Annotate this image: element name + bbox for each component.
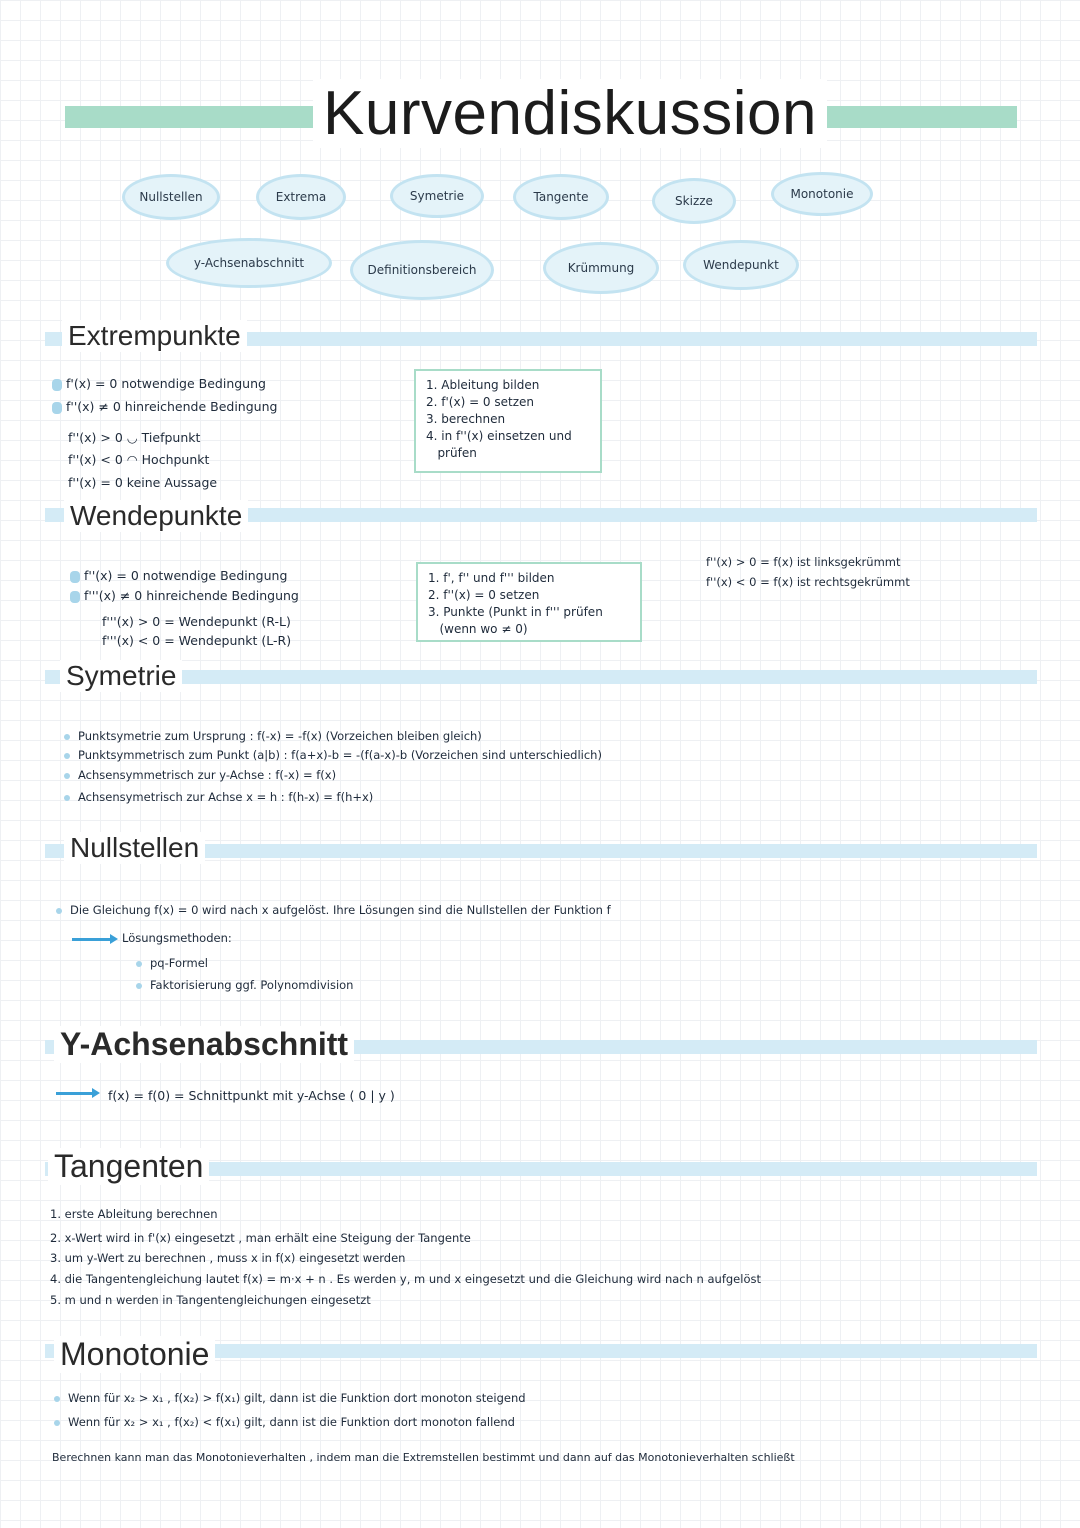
wende-step-3: 3. Punkte (Punkt in f''' prüfen (428, 605, 603, 619)
bullet-icon (64, 773, 70, 779)
nullstellen-method-1: pq-Formel (136, 953, 208, 973)
nullstellen-method-2: Faktorisierung ggf. Polynomdivision (136, 975, 353, 995)
nullstellen-methods-label: Lösungsmethoden: (122, 931, 232, 945)
extrem-line-2: f''(x) ≠ 0 hinreichende Bedingung (52, 397, 277, 417)
marker-2-icon (52, 402, 62, 414)
wende-steps-box (416, 562, 642, 642)
monotonie-line-1: Wenn für x₂ > x₁ , f(x₂) > f(x₁) gilt, dann ist die Funktion dort monoton steigend (54, 1388, 526, 1408)
section-bar-symetrie (45, 670, 1037, 684)
topic-bubble-definitionsbereich: Definitionsbereich (350, 240, 494, 300)
extrem-step-3: 3. berechnen (426, 412, 506, 426)
extrem-line-4: f''(x) < 0 ◠ Hochpunkt (68, 452, 210, 467)
kruemmung-line-1: f''(x) > 0 = f(x) ist linksgekrümmt (706, 555, 901, 569)
wende-line-3: f'''(x) > 0 = Wendepunkt (R-L) (102, 614, 291, 629)
topic-bubble-y-achsenabschnitt: y-Achsenabschnitt (166, 238, 332, 288)
bullet-icon (64, 753, 70, 759)
tangenten-step-1: 1. erste Ableitung berechnen (50, 1207, 218, 1221)
marker-1-icon (52, 379, 62, 391)
symetrie-line-2: Punktsymmetrisch zum Punkt (a|b) : f(a+x)-b = -(f(a-x)-b (Vorzeichen sind unterschiedlich) (64, 745, 602, 765)
wende-line-2: f'''(x) ≠ 0 hinreichende Bedingung (70, 586, 299, 606)
marker-2-icon (70, 591, 80, 603)
topic-bubble-wendepunkt: Wendepunkt (683, 240, 799, 290)
monotonie-footer: Berechnen kann man das Monotonieverhalten , indem man die Extremstellen bestimmt und dann auf das Monotonieverhalten schließt (52, 1451, 795, 1464)
bullet-icon (136, 983, 142, 989)
heading-wendepunkte: Wendepunkte (64, 500, 248, 532)
y-achse-line: f(x) = f(0) = Schnittpunkt mit y-Achse ( 0 | y ) (108, 1088, 395, 1103)
page-title: Kurvendiskussion (0, 78, 1080, 149)
kruemmung-line-2: f''(x) < 0 = f(x) ist rechtsgekrümmt (706, 575, 910, 589)
tangenten-step-2: 2. x-Wert wird in f'(x) eingesetzt , man erhält eine Steigung der Tangente (50, 1231, 471, 1245)
symetrie-line-4: Achsensymetrisch zur Achse x = h : f(h-x) = f(h+x) (64, 787, 373, 807)
extrem-steps-box (414, 369, 602, 473)
extrem-step-1: 1. Ableitung bilden (426, 378, 540, 392)
topic-bubble-nullstellen: Nullstellen (122, 174, 220, 220)
monotonie-line-2: Wenn für x₂ > x₁ , f(x₂) < f(x₁) gilt, dann ist die Funktion dort monoton fallend (54, 1412, 515, 1432)
arrow-right-icon (56, 1092, 94, 1095)
heading-monotonie: Monotonie (54, 1336, 215, 1373)
extrem-line-1: f'(x) = 0 notwendige Bedingung (52, 374, 266, 394)
marker-1-icon (70, 571, 80, 583)
heading-tangenten: Tangenten (48, 1148, 209, 1185)
bullet-icon (54, 1396, 60, 1402)
bullet-icon (64, 795, 70, 801)
topic-bubble-monotonie: Monotonie (771, 172, 873, 216)
nullstellen-line: Die Gleichung f(x) = 0 wird nach x aufgelöst. Ihre Lösungen sind die Nullstellen der Funktion f (56, 900, 611, 920)
heading-y-achsenabschnitt: Y-Achsenabschnitt (54, 1026, 354, 1063)
wende-line-4: f'''(x) < 0 = Wendepunkt (L-R) (102, 633, 292, 648)
tangenten-step-3: 3. um y-Wert zu berechnen , muss x in f(x) eingesetzt werden (50, 1251, 406, 1265)
wende-step-4: (wenn wo ≠ 0) (428, 622, 528, 636)
tangenten-step-4: 4. die Tangentengleichung lautet f(x) = m·x + n . Es werden y, m und x eingesetzt und die Gleichung wird nach n aufgelöst (50, 1272, 761, 1286)
extrem-step-5: prüfen (426, 446, 477, 460)
bullet-icon (136, 961, 142, 967)
wende-line-1: f''(x) = 0 notwendige Bedingung (70, 566, 287, 586)
heading-extrempunkte: Extrempunkte (62, 320, 247, 352)
heading-symetrie: Symetrie (60, 660, 182, 692)
extrem-line-3: f''(x) > 0 ◡ Tiefpunkt (68, 430, 201, 445)
extrem-line-5: f''(x) = 0 keine Aussage (68, 475, 218, 490)
symetrie-line-1: Punktsymetrie zum Ursprung : f(-x) = -f(x) (Vorzeichen bleiben gleich) (64, 726, 482, 746)
wende-step-2: 2. f''(x) = 0 setzen (428, 588, 540, 602)
extrem-step-2: 2. f'(x) = 0 setzen (426, 395, 535, 409)
topic-bubble-skizze: Skizze (652, 178, 736, 224)
extrem-step-4: 4. in f''(x) einsetzen und (426, 429, 572, 443)
topic-bubble-extrema: Extrema (256, 174, 346, 220)
topic-bubble-symetrie: Symetrie (390, 174, 484, 218)
bullet-icon (54, 1420, 60, 1426)
symetrie-line-3: Achsensymmetrisch zur y-Achse : f(-x) = f(x) (64, 765, 336, 785)
wende-step-1: 1. f', f'' und f''' bilden (428, 571, 555, 585)
heading-nullstellen: Nullstellen (64, 832, 205, 864)
bullet-icon (64, 734, 70, 740)
bullet-icon (56, 908, 62, 914)
arrow-right-icon (72, 938, 112, 941)
topic-bubble-kruemmung: Krümmung (543, 242, 659, 294)
topic-bubble-tangente: Tangente (513, 174, 609, 220)
tangenten-step-5: 5. m und n werden in Tangentengleichungen eingesetzt (50, 1293, 371, 1307)
